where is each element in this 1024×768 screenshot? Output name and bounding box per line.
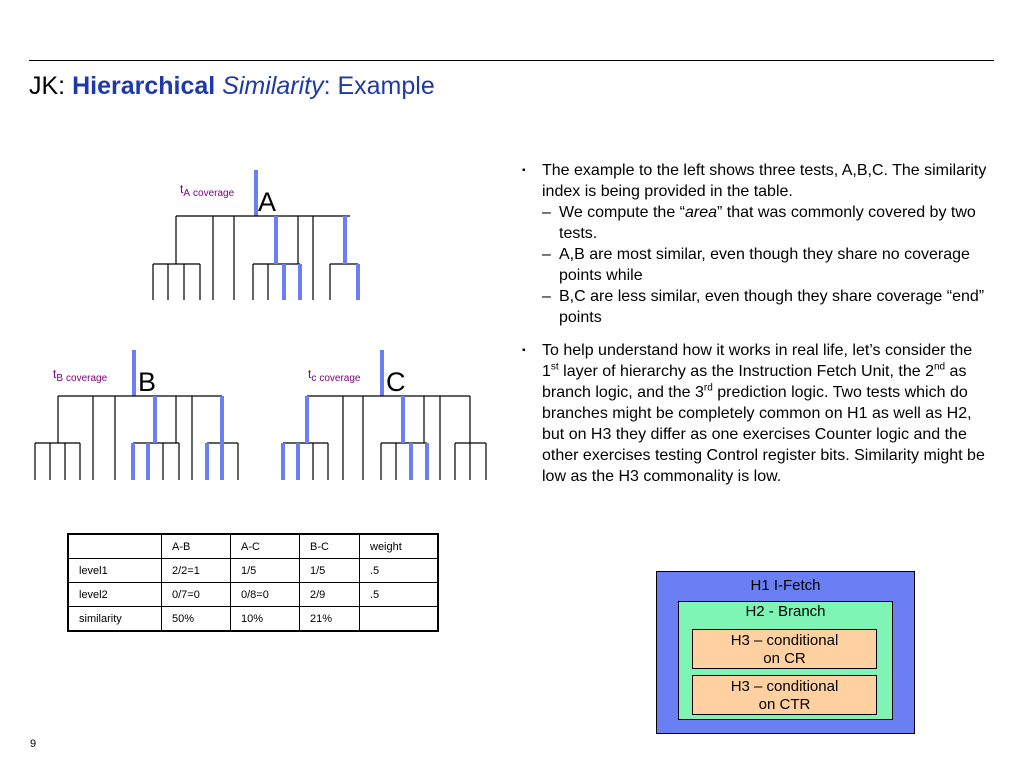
tree-b [35, 350, 238, 480]
hierarchy-box-h3-cr [692, 629, 877, 669]
table-cell: level1 [68, 559, 162, 583]
sub-bullet-text-pre: We compute the “ [559, 204, 685, 221]
tree-b-label: $t_B$ coverage [53, 367, 108, 384]
dash-marker: – [542, 204, 551, 221]
h3-ctr-line2: on CTR [758, 696, 811, 713]
table-cell: level2 [68, 583, 162, 607]
ordinal-sup-3: rd [703, 382, 713, 394]
table-cell: 50% [162, 607, 231, 632]
table-cell: 1/5 [231, 559, 300, 583]
tree-c-letter: C [386, 367, 406, 397]
title-bold: Hierarchical [72, 72, 216, 100]
sub-bullet-text: B,C are less similar, even though they share coverage “end” points [559, 288, 985, 326]
dash-marker: – [542, 288, 551, 305]
table-cell: 2/2=1 [162, 559, 231, 583]
table-cell: 0/8=0 [231, 583, 300, 607]
bullet-item [522, 340, 987, 487]
ordinal-sup-2: nd [933, 361, 946, 373]
bullet-item [522, 160, 987, 202]
bullet-text-1: To help understand how it works in real life, let’s consider the 1 [542, 342, 973, 380]
page-number: 9 [30, 738, 37, 750]
sub-bullet-item [522, 202, 987, 244]
h2-label: H2 - Branch [745, 603, 826, 620]
table-cell: .5 [360, 559, 439, 583]
sub-bullet-item [522, 286, 987, 328]
table-cell: 21% [300, 607, 360, 632]
h1-label: H1 I-Fetch [750, 577, 821, 594]
h3-cr-line2: on CR [763, 650, 806, 667]
table-header-cell [68, 534, 162, 559]
sub-bullet-emphasis: area [684, 204, 718, 221]
table-header-cell: weight [360, 534, 439, 559]
table-cell: .5 [360, 583, 439, 607]
table-row [68, 559, 438, 583]
hierarchy-box-h3-ctr [692, 675, 877, 715]
table-cell: 1/5 [300, 559, 360, 583]
title-suffix: : Example [323, 72, 435, 100]
tree-a-letter: A [258, 187, 277, 217]
bullet-marker: ▪ [522, 165, 526, 176]
table-cell: 0/7=0 [162, 583, 231, 607]
tree-a [153, 170, 358, 300]
h3-ctr-line1: H3 – conditional [730, 678, 839, 695]
tree-b-letter: B [138, 367, 157, 397]
table-cell: 2/9 [300, 583, 360, 607]
ordinal-sup-1: st [550, 361, 559, 373]
tree-c [283, 350, 486, 480]
table-header-cell: B-C [300, 534, 360, 559]
table-row [68, 583, 438, 607]
table-header-cell: A-B [162, 534, 231, 559]
h3-cr-line1: H3 – conditional [730, 632, 839, 649]
bullet-text-4: prediction logic. Two tests which do branches might be completely common on H1 as well as H2, but on H3 they differ as one exercises Counter logic and the other exercises testing Control register bits. Similarity might be low as the H3 commonality is low. [542, 384, 985, 485]
similarity-table [67, 533, 439, 632]
table-header-row [68, 534, 438, 559]
table-header-cell: A-C [231, 534, 300, 559]
bullet-text-3: as branch logic, and the 3 [542, 363, 967, 401]
tree-c-label: $t_c$ coverage [308, 367, 361, 384]
bullet-list [522, 160, 987, 487]
table-cell [360, 607, 439, 632]
table-cell: similarity [68, 607, 162, 632]
sub-bullet-text: A,B are most similar, even though they share no coverage points while [559, 246, 970, 284]
title-prefix: JK: [29, 72, 73, 100]
tree-a-label: $t_A$ coverage [180, 182, 235, 199]
table-row [68, 607, 438, 632]
sub-bullet-text-post: ” that was commonly covered by two tests. [559, 204, 976, 242]
bullet-text-2: layer of hierarchy as the Instruction Fetch Unit, the 2 [558, 363, 934, 380]
bullet-text: The example to the left shows three tests, A,B,C. The similarity index is being provided in the table. [542, 162, 987, 200]
dash-marker: – [542, 246, 551, 263]
bullet-marker: ▪ [522, 345, 526, 356]
sub-bullet-item [522, 244, 987, 286]
table-cell: 10% [231, 607, 300, 632]
title-italic: Similarity [222, 72, 324, 100]
